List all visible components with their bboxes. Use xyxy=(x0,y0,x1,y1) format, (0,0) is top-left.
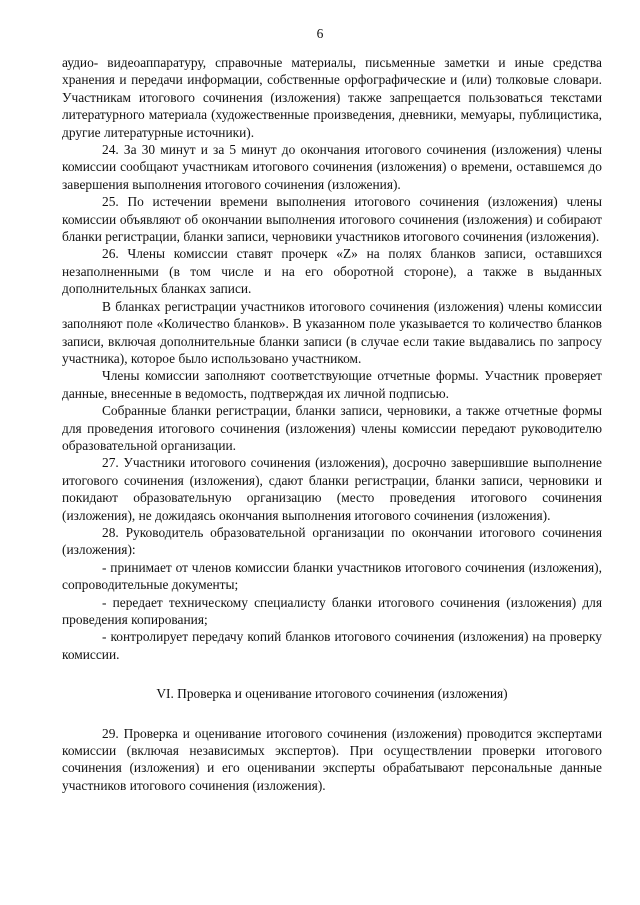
paragraph: 25. По истечении времени выполнения итогового сочинения (изложения) члены комиссии объявляют об окончании выполнения итогового сочинения (изложения) и собирают бланки регистрации, бланки записи, черновики участников итогового сочинения (изложения). xyxy=(62,194,602,245)
paragraph: - контролирует передачу копий бланков итогового сочинения (изложения) на проверку комиссии. xyxy=(62,629,602,662)
paragraphs-top xyxy=(62,54,602,663)
paragraph: - передает техническому специалисту бланки итогового сочинения (изложения) для проведения копирования; xyxy=(62,594,602,627)
paragraph: 29. Проверка и оценивание итогового сочинения (изложения) проводится экспертами комиссии (включая независимых экспертов). При осуществлении проверки итогового сочинения (изложения) и его оценивании эксперты обрабатывают персональные данные участников итогового сочинения (изложения). xyxy=(62,725,602,793)
paragraph: 27. Участники итогового сочинения (изложения), досрочно завершившие выполнение итогового сочинения (изложения), сдают бланки регистрации, бланки записи, черновики и покидают образовательную организацию (место проведения итогового сочинения (изложения), не дожидаясь окончания выполнения итогового сочинения (изложения). xyxy=(62,455,602,523)
section-heading: VI. Проверка и оценивание итогового сочинения (изложения) xyxy=(156,686,508,702)
paragraph: Собранные бланки регистрации, бланки записи, черновики, а также отчетные формы для проведения итогового сочинения (изложения) члены комиссии передают руководителю образовательной организации. xyxy=(62,403,602,453)
paragraph: 24. За 30 минут и за 5 минут до окончания итогового сочинения (изложения) члены комиссии сообщают участникам итогового сочинения (изложения) о времени, оставшемся до завершения выполнения итогового сочинения (изложения). xyxy=(62,142,602,192)
document-body xyxy=(62,54,602,794)
paragraph: 28. Руководитель образовательной организации по окончании итогового сочинения (изложения): xyxy=(62,524,602,558)
paragraph: 26. Члены комиссии ставят прочерк «Z» на полях бланков записи, оставшихся незаполненными (в том числе и на его оборотной стороне), а также в выданных дополнительных бланках записи. xyxy=(62,246,602,297)
page-number: 6 xyxy=(316,26,324,41)
paragraph: - принимает от членов комиссии бланки участников итогового сочинения (изложения), сопроводительные документы; xyxy=(62,559,602,593)
paragraphs-bottom xyxy=(62,725,602,795)
paragraph: В бланках регистрации участников итогового сочинения (изложения) члены комиссии заполняют поле «Количество бланков». В указанном поле указывается то количество бланков записи, включая дополнительные бланки записи (в случае если такие выдавались по запросу участника), которое было использовано участником. xyxy=(62,298,602,366)
paragraph: Члены комиссии заполняют соответствующие отчетные формы. Участник проверяет данные, внесенные в ведомость, подтверждая их личной подписью. xyxy=(62,368,602,401)
paragraph: аудио- видеоаппаратуру, справочные материалы, письменные заметки и иные средства хранения и передачи информации, собственные орфографические и (или) толковые словари. Участникам итогового сочинения (изложения) также запрещается пользоваться текстами литературного материала (художественные произведения, дневники, мемуары, публицистика, другие литературные источники). xyxy=(62,55,602,140)
